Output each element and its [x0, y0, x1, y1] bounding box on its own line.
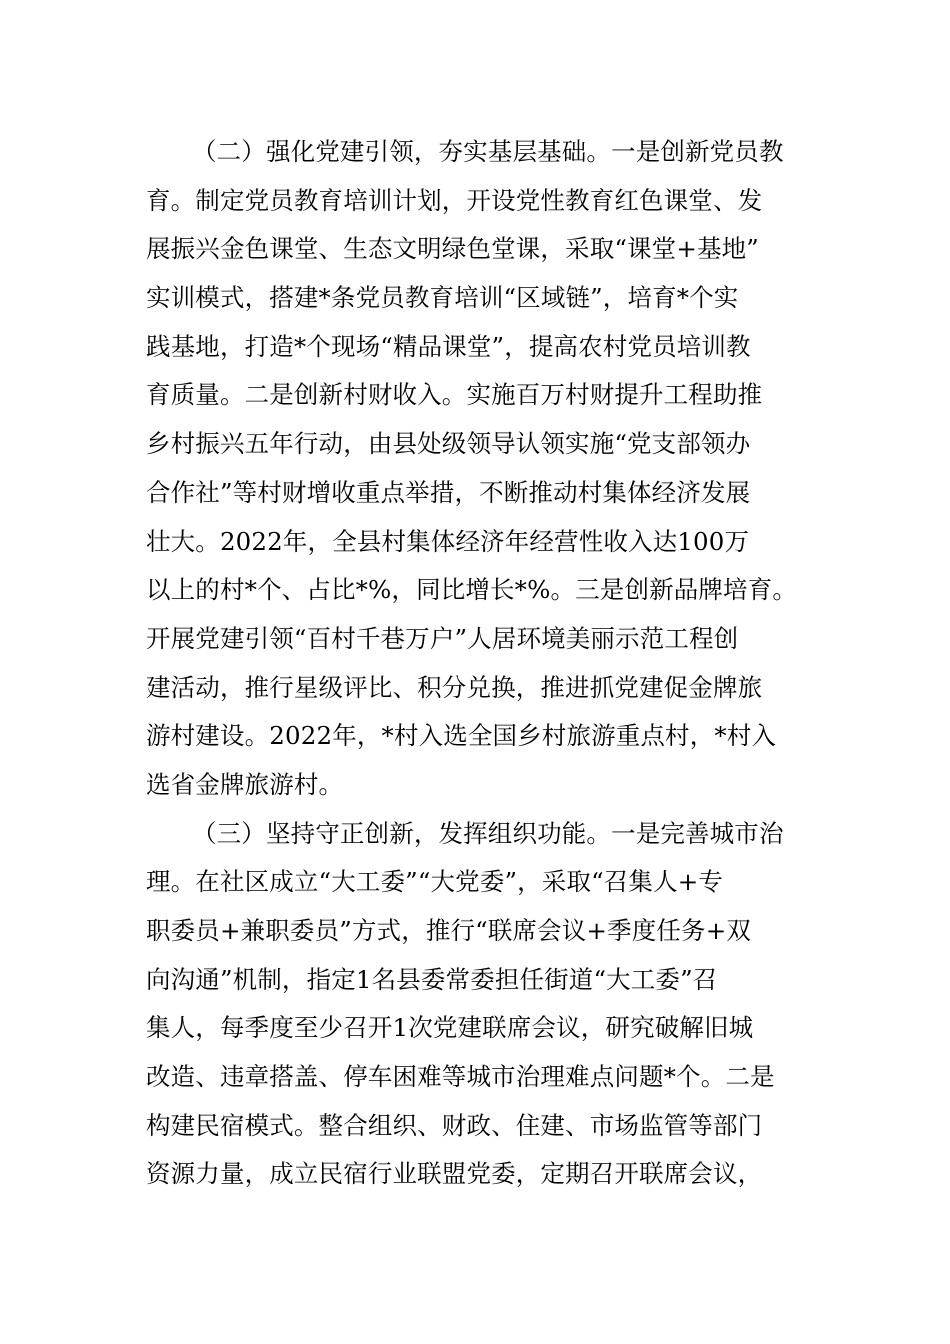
paragraph-2-line-1: （二）强化党建引领，夯实基层基础。一是创新党员教: [192, 137, 784, 166]
paragraph-2-line-3: 展振兴金色课堂、生态文明绿色堂课，采取“课堂+基地”: [146, 234, 759, 264]
paragraph-2-line-13: 游村建设。2022年，*村入选全国乡村旅游重点村，*村入: [146, 721, 777, 751]
paragraph-3-line-7: 构建民宿模式。整合组织、财政、住建、市场监管等部门: [146, 1110, 763, 1140]
paragraph-2-line-2: 育。制定党员教育培训计划，开设党性教育红色课堂、发: [146, 185, 763, 215]
paragraph-3-line-3: 职委员+兼职委员”方式，推行“联席会议+季度任务+双: [146, 916, 752, 945]
paragraph-2-line-7: 乡村振兴五年行动，由县处级领导认领实施“党支部领办: [146, 429, 751, 459]
paragraph-2-line-9: 壮大。2022年，全县村集体经济年经营性收入达100万: [146, 526, 750, 556]
paragraph-3-line-4: 向沟通”机制，指定1名县委常委担任街道“大工委”召: [146, 964, 718, 994]
paragraph-2-line-14: 选省金牌旅游村。: [146, 769, 344, 799]
paragraph-3-line-6: 改造、违章搭盖、停车困难等城市治理难点问题*个。二是: [146, 1062, 775, 1092]
paragraph-2-line-5: 践基地，打造*个现场“精品课堂”，提高农村党员培训教: [146, 331, 751, 361]
paragraph-2-line-8: 合作社”等村财增收重点举措，不断推动村集体经济发展: [146, 477, 751, 507]
paragraph-2-line-10: 以上的村*个、占比*%，同比增长*%。三是创新品牌培育。: [146, 575, 798, 605]
paragraph-3-line-2: 理。在社区成立“大工委”“大党委”，采取“召集人+专: [146, 867, 724, 897]
paragraph-3-line-1: （三）坚持守正创新，发挥组织功能。一是完善城市治: [192, 818, 784, 848]
paragraph-3-line-5: 集人，每季度至少召开1次党建联席会议，研究破解旧城: [146, 1013, 754, 1043]
document-body: [146, 128, 816, 1199]
paragraph-2-line-6: 育质量。二是创新村财收入。实施百万村财提升工程助推: [146, 380, 763, 410]
paragraph-2-line-12: 建活动，推行星级评比、积分兑换，推进抓党建促金牌旅: [146, 672, 763, 702]
paragraph-2-line-11: 开展党建引领“百村千巷万户”人居环境美丽示范工程创: [146, 623, 739, 653]
paragraph-3-line-8: 资源力量，成立民宿行业联盟党委，定期召开联席会议，: [146, 1159, 763, 1189]
paragraph-2-line-4: 实训模式，搭建*条党员教育培训“区域链”，培育*个实: [146, 283, 739, 313]
